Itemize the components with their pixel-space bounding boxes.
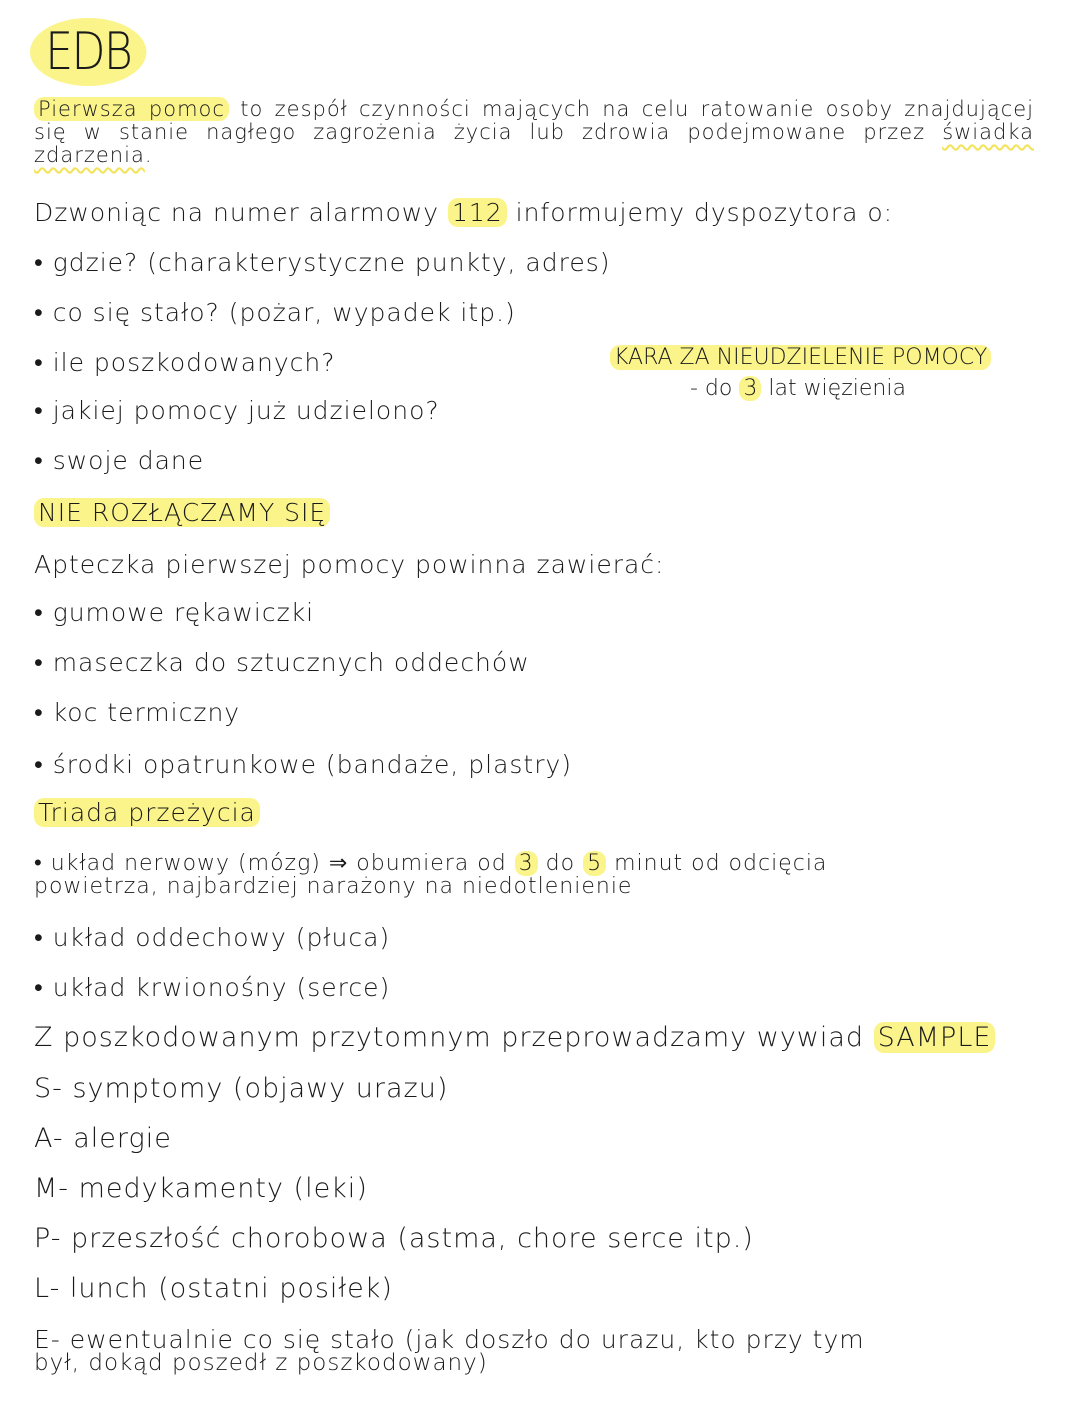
penalty-after: lat więzienia (761, 376, 906, 401)
sample-intro-text: Z poszkodowanym przytomnym przeprowadzamy wywiad (34, 1022, 874, 1053)
term-highlight: Pierwsza pomoc (34, 97, 229, 121)
sample-item: P- przeszłość chorobowa (astma, chore serce itp.) (34, 1223, 754, 1254)
nervous-b: do (537, 851, 584, 876)
kit-item: • koc termiczny (34, 698, 241, 727)
sample-item-cont: był, dokąd poszedł z poszkodowany) (34, 1350, 488, 1376)
definition-end: . (144, 143, 153, 167)
nervous-a: • układ nerwowy (mózg) ⇒ obumiera od (34, 851, 515, 876)
nervous-c: minut od odcięcia (606, 851, 828, 876)
definition-text: to zespół czynności mających na celu ratowanie osoby znajdującej się w stanie nagłego zagrożenia życia lub zdrowia podejmowane przez (34, 97, 1034, 144)
triad-nervous-cont: powietrza, najbardziej narażony na niedotlenienie (34, 874, 633, 899)
nervous-min: 3 (515, 851, 538, 876)
triad-heading (34, 798, 260, 827)
sample-item: E- ewentualnie co się stało (jak doszło do urazu, kto przy tym (34, 1325, 865, 1354)
call-item: • gdzie? (charakterystyczne punkty, adres) (34, 248, 611, 277)
kit-item: • maseczka do sztucznych oddechów (34, 648, 530, 677)
kit-item: • środki opatrunkowe (bandaże, plastry) (34, 750, 573, 779)
call-line (34, 198, 893, 227)
call-item: • jakiej pomocy już udzielono? (34, 396, 440, 425)
no-hangup-text: NIE ROZŁĄCZAMY SIĘ (34, 498, 330, 527)
underlined-text: świadka zdarzenia (34, 120, 1034, 167)
penalty-years: 3 (739, 376, 761, 401)
kit-heading: Apteczka pierwszej pomocy powinna zawierać: (34, 550, 665, 579)
no-hangup (34, 498, 330, 527)
sample-item: A- alergie (34, 1123, 172, 1154)
penalty-detail (690, 376, 906, 401)
sample-item: M- medykamenty (leki) (34, 1173, 368, 1204)
call-before: Dzwoniąc na numer alarmowy (34, 198, 448, 227)
call-after: informujemy dyspozytora o: (506, 198, 894, 227)
call-item: • co się stało? (pożar, wypadek itp.) (34, 298, 516, 327)
kit-item: • gumowe rękawiczki (34, 598, 315, 627)
triad-heading-text: Triada przeżycia (34, 798, 260, 827)
penalty-before: - do (690, 376, 740, 401)
triad-item: • układ oddechowy (płuca) (34, 923, 391, 952)
sample-intro (34, 1022, 995, 1053)
penalty-title: KARA ZA NIEUDZIELENIE POMOCY (610, 345, 991, 370)
definition (34, 98, 1034, 167)
sample-item: S- symptomy (objawy urazu) (34, 1073, 449, 1104)
sample-item: L- lunch (ostatni posiłek) (34, 1273, 393, 1304)
call-item: • ile poszkodowanych? (34, 348, 336, 377)
sample-keyword: SAMPLE (874, 1022, 996, 1053)
note-title: EDB (30, 18, 146, 86)
triad-nervous (34, 850, 827, 876)
triad-item: • układ krwionośny (serce) (34, 973, 391, 1002)
call-item: • swoje dane (34, 446, 205, 475)
nervous-max: 5 (583, 851, 606, 876)
emergency-number: 112 (448, 198, 507, 227)
